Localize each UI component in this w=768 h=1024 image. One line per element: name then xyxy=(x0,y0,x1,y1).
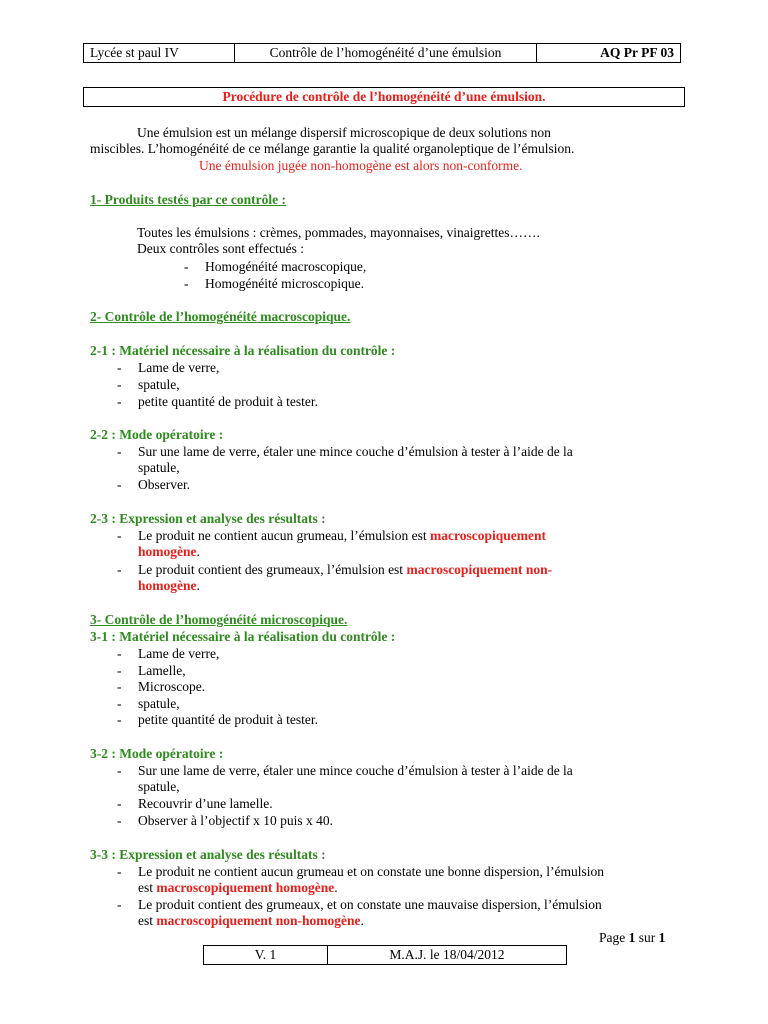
section-3-2-heading: 3-2 : Mode opératoire : xyxy=(90,746,224,761)
section-3-1-heading: 3-1 : Matériel nécessaire à la réalisation du contrôle : xyxy=(90,629,396,644)
bullet-dash: - xyxy=(184,276,189,291)
bullet-dash: - xyxy=(117,696,122,711)
page-current: 1 xyxy=(628,930,636,945)
s22-item-1b: spatule, xyxy=(138,460,180,475)
bullet-dash: - xyxy=(117,646,122,661)
bullet-dash: - xyxy=(117,444,122,459)
s23-item-2b: homogène. xyxy=(138,578,200,593)
bullet-dash: - xyxy=(117,897,122,912)
s23-item-1a-result: macroscopiquement xyxy=(430,528,547,543)
page-sep: sur xyxy=(635,930,659,945)
section-1-heading: 1- Produits testés par ce contrôle : xyxy=(90,192,286,207)
s31-item: Microscope. xyxy=(138,679,206,694)
s23-item-1b: homogène. xyxy=(138,544,200,559)
bullet-dash: - xyxy=(117,360,122,375)
bullet-dash: - xyxy=(117,528,122,543)
s23-item-2a xyxy=(138,561,552,578)
s23-item-1a-text: Le produit ne contient aucun grumeau, l’émulsion est xyxy=(138,528,431,543)
s31-item: Lame de verre, xyxy=(138,646,220,661)
section-2-1-heading: 2-1 : Matériel nécessaire à la réalisation du contrôle : xyxy=(90,343,396,358)
s31-item: petite quantité de produit à tester. xyxy=(138,712,318,727)
bullet-dash: - xyxy=(117,377,122,392)
page-total: 1 xyxy=(658,930,666,945)
section-2-3-heading: 2-3 : Expression et analyse des résultats : xyxy=(90,511,326,526)
footer-update-date: M.A.J. le 18/04/2012 xyxy=(389,947,505,962)
s21-item: spatule, xyxy=(138,377,180,392)
s22-item-1a: Sur une lame de verre, étaler une mince couche d’émulsion à tester à l’aide de la xyxy=(138,444,573,459)
footer-table xyxy=(203,945,567,965)
intro-line-1: Une émulsion est un mélange dispersif microscopique de deux solutions non xyxy=(137,125,551,140)
bullet-dash: - xyxy=(117,813,122,828)
s32-item-2: Recouvrir d’une lamelle. xyxy=(138,796,273,811)
s33-item-1a: Le produit ne contient aucun grumeau et on constate une bonne dispersion, l’émulsion xyxy=(138,864,605,879)
document-title: Procédure de contrôle de l’homogénéité d’une émulsion. xyxy=(83,87,685,107)
intro-line-3: Une émulsion jugée non-homogène est alors non-conforme. xyxy=(199,158,523,173)
section-3-3-heading: 3-3 : Expression et analyse des résultats : xyxy=(90,847,326,862)
s21-item: petite quantité de produit à tester. xyxy=(138,394,318,409)
section-2-heading: 2- Contrôle de l’homogénéité macroscopique. xyxy=(90,309,351,324)
bullet-dash: - xyxy=(117,864,122,879)
header-subject: Contrôle de l’homogénéité d’une émulsion xyxy=(235,44,537,62)
bullet-dash: - xyxy=(117,796,122,811)
bullet-dash: - xyxy=(117,712,122,727)
intro-line-2: miscibles. L’homogénéité de ce mélange garantie la qualité organoleptique de l’émulsion. xyxy=(90,141,575,156)
header-ref: AQ Pr PF 03 xyxy=(600,45,674,60)
s21-item: Lame de verre, xyxy=(138,360,220,375)
s33-item-1b-result: macroscopiquement homogène xyxy=(156,880,335,895)
header-school: Lycée st paul IV xyxy=(84,44,235,62)
s33-item-2b: est macroscopiquement non-homogène. xyxy=(138,913,364,928)
bullet-dash: - xyxy=(117,394,122,409)
s23-item-2a-result: macroscopiquement non- xyxy=(406,562,553,577)
bullet-dash: - xyxy=(184,259,189,274)
bullet-dash: - xyxy=(117,663,122,678)
s31-item: spatule, xyxy=(138,696,180,711)
s22-item-2: Observer. xyxy=(138,477,191,492)
page-number xyxy=(599,929,665,946)
s33-item-1b-text: est xyxy=(138,880,157,895)
s32-item-1a: Sur une lame de verre, étaler une mince couche d’émulsion à tester à l’aide de la xyxy=(138,763,573,778)
page-prefix: Page xyxy=(599,930,629,945)
s32-item-3: Observer à l’objectif x 10 puis x 40. xyxy=(138,813,333,828)
s23-item-1b-result: homogène xyxy=(138,544,197,559)
s33-item-2a: Le produit contient des grumeaux, et on constate une mauvaise dispersion, l’émulsion xyxy=(138,897,602,912)
section-2-2-heading: 2-2 : Mode opératoire : xyxy=(90,427,224,442)
s23-item-2b-result: homogène xyxy=(138,578,197,593)
section-3-heading: 3- Contrôle de l’homogénéité microscopique. xyxy=(90,612,348,627)
bullet-dash: - xyxy=(117,763,122,778)
footer-version: V. 1 xyxy=(204,946,328,964)
s23-item-2a-text: Le produit contient des grumeaux, l’émulsion est xyxy=(138,562,407,577)
header-table xyxy=(83,43,681,63)
bullet-dash: - xyxy=(117,562,122,577)
s23-item-1a xyxy=(138,527,546,544)
s33-item-2b-text: est xyxy=(138,913,157,928)
s33-item-2b-result: macroscopiquement non-homogène xyxy=(156,913,361,928)
s1-bullet-2: Homogénéité microscopique. xyxy=(205,276,364,291)
s1-line-2: Deux contrôles sont effectués : xyxy=(137,241,304,256)
s33-item-1b: est macroscopiquement homogène. xyxy=(138,880,338,895)
s31-item: Lamelle, xyxy=(138,663,186,678)
bullet-dash: - xyxy=(117,679,122,694)
s32-item-1b: spatule, xyxy=(138,779,180,794)
s1-line-1: Toutes les émulsions : crèmes, pommades, mayonnaises, vinaigrettes……. xyxy=(137,225,540,240)
s1-bullet-1: Homogénéité macroscopique, xyxy=(205,259,367,274)
bullet-dash: - xyxy=(117,477,122,492)
